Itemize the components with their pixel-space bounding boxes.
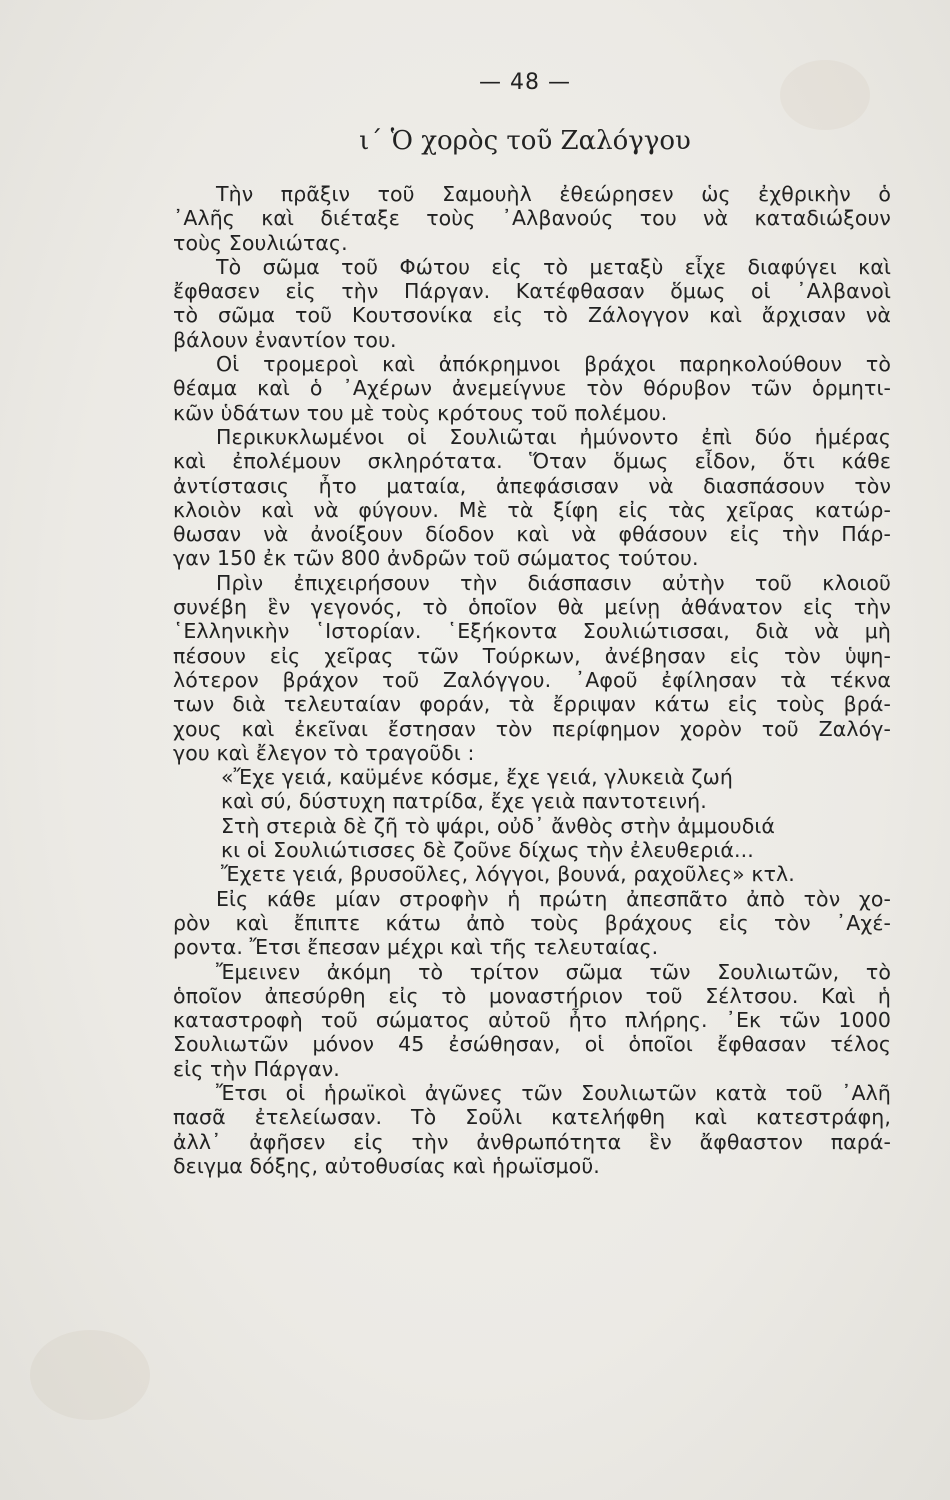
body-text xyxy=(173,182,891,1178)
text-line: Περικυκλωμένοι οἱ Σουλιῶται ἠμύνοντο ἐπὶ δύο ἡμέρας xyxy=(216,424,891,449)
page-number: — 48 — xyxy=(479,70,571,95)
text-line: Ἔμεινεν ἀκόμη τὸ τρίτον σῶμα τῶν Σουλιωτῶν, τὸ xyxy=(216,959,891,984)
text-line: βάλουν ἐναντίον του. xyxy=(173,327,397,352)
text-line: «Ἔχε γειά, καϋμένε κόσμε, ἔχε γειά, γλυκειὰ ζωή xyxy=(221,765,733,790)
text-line: κῶν ὑδάτων του μὲ τοὺς κρότους τοῦ πολέμου. xyxy=(173,400,668,425)
text-line: πέσουν εἰς χεῖρας τῶν Τούρκων, ἀνέβησαν εἰς τὸν ὑψη- xyxy=(173,643,891,668)
paper-stain xyxy=(30,1330,150,1420)
text-line: χους καὶ ἐκεῖναι ἔστησαν τὸν περίφημον χορὸν τοῦ Ζαλόγ- xyxy=(173,716,891,741)
text-line: πασᾶ ἐτελείωσαν. Τὸ Σοῦλι κατελήφθη καὶ κατεστράφη, xyxy=(173,1105,891,1130)
text-line: Τὴν πρᾶξιν τοῦ Σαμουὴλ ἐθεώρησεν ὡς ἐχθρικὴν ὁ xyxy=(216,182,891,206)
text-line: ρὸν καὶ ἔπιπτε κάτω ἀπὸ τοὺς βράχους εἰς τὸν ᾿Αχέ- xyxy=(173,910,891,935)
text-line: συνέβη ἓν γεγονός, τὸ ὁποῖον θὰ μείνῃ ἀθάνατον εἰς τὴν xyxy=(173,595,891,620)
text-line: Τὸ σῶμα τοῦ Φώτου εἰς τὸ μεταξὺ εἶχε διαφύγει καὶ xyxy=(216,254,891,279)
text-line: των διὰ τελευταίαν φοράν, τὰ ἔρριψαν κάτω εἰς τοὺς βρά- xyxy=(173,692,891,717)
text-line: καταστροφὴ τοῦ σώματος αὐτοῦ ἦτο πλήρης. ᾿Εκ τῶν 1000 xyxy=(173,1008,891,1033)
text-line: τοὺς Σουλιώτας. xyxy=(173,230,348,255)
text-line: γου καὶ ἔλεγον τὸ τραγοῦδι : xyxy=(173,740,475,765)
text-line: κι οἱ Σουλιώτισσες δὲ ζοῦνε δίχως τὴν ἐλευθεριά... xyxy=(221,838,754,863)
text-line: Σουλιωτῶν μόνον 45 ἐσώθησαν, οἱ ὁποῖοι ἔφθασαν τέλος xyxy=(173,1032,891,1057)
text-line: ἀντίστασις ἦτο ματαία, ἀπεφάσισαν νὰ διασπάσουν τὸν xyxy=(173,473,891,498)
text-line: ἀλλ᾿ ἀφῆσεν εἰς τὴν ἀνθρωπότητα ἓν ἄφθαστον παρά- xyxy=(173,1129,891,1154)
text-line: ῾Ελληνικὴν ῾Ιστορίαν. ῾Εξήκοντα Σουλιώτισσαι, διὰ νὰ μὴ xyxy=(173,619,891,644)
text-line: θέαμα καὶ ὁ ᾿Αχέρων ἀνεμείγνυε τὸν θόρυβον τῶν ὁρμητι- xyxy=(173,376,891,401)
text-line: ὁποῖον ἀπεσύρθη εἰς τὸ μοναστήριον τοῦ Σέλτσου. Καὶ ἡ xyxy=(173,983,891,1008)
text-line: Πρὶν ἐπιχειρήσουν τὴν διάσπασιν αὐτὴν τοῦ κλοιοῦ xyxy=(216,570,891,595)
text-line: δειγμα δόξης, αὐτοθυσίας καὶ ἡρωϊσμοῦ. xyxy=(173,1153,600,1178)
text-line: Ἔχετε γειά, βρυσοῦλες, λόγγοι, βουνά, ραχοῦλες» κτλ. xyxy=(221,862,795,887)
text-line: Εἰς κάθε μίαν στροφὴν ἡ πρώτη ἀπεσπᾶτο ἀπὸ τὸν χο- xyxy=(216,886,891,911)
text-line: Οἱ τρομεροὶ καὶ ἀπόκρημνοι βράχοι παρηκολούθουν τὸ xyxy=(216,352,891,377)
chapter-title: ι΄ Ὁ χορὸς τοῦ Ζαλόγγου xyxy=(359,126,691,156)
text-line: εἰς τὴν Πάργαν. xyxy=(173,1056,340,1081)
text-line: Ἔτσι οἱ ἡρωϊκοὶ ἀγῶνες τῶν Σουλιωτῶν κατὰ τοῦ ᾿Αλῆ xyxy=(216,1080,891,1105)
text-line: κλοιὸν καὶ νὰ φύγουν. Μὲ τὰ ξίφη εἰς τὰς χεῖρας κατώρ- xyxy=(173,497,891,522)
text-line: τὸ σῶμα τοῦ Κουτσονίκα εἰς τὸ Ζάλογγον καὶ ἄρχισαν νὰ xyxy=(173,303,891,328)
text-line: Στὴ στεριὰ δὲ ζῆ τὸ ψάρι, οὐδ᾿ ἄνθὸς στὴν ἀμμουδιά xyxy=(221,813,776,838)
text-line: ᾿Αλῆς καὶ διέταξε τοὺς ᾿Αλβανούς του νὰ καταδιώξουν xyxy=(173,206,891,231)
text-line: ροντα. Ἔτσι ἔπεσαν μέχρι καὶ τῆς τελευταίας. xyxy=(173,935,659,960)
text-line: θωσαν νὰ ἀνοίξουν δίοδον καὶ νὰ φθάσουν εἰς τὴν Πάρ- xyxy=(173,522,891,547)
text-line: καὶ ἐπολέμουν σκληρότατα. Ὅταν ὅμως εἶδον, ὅτι κάθε xyxy=(173,449,891,474)
text-line: καὶ σύ, δύστυχη πατρίδα, ἔχε γειὰ παντοτεινή. xyxy=(221,789,707,814)
text-line: γαν 150 ἐκ τῶν 800 ἀνδρῶν τοῦ σώματος τούτου. xyxy=(173,546,699,571)
text-line: ἔφθασεν εἰς τὴν Πάργαν. Κατέφθασαν ὅμως οἱ ᾿Αλβανοὶ xyxy=(173,279,891,304)
text-line: λότερον βράχον τοῦ Ζαλόγγου. ᾿Αφοῦ ἐφίλησαν τὰ τέκνα xyxy=(173,667,891,692)
